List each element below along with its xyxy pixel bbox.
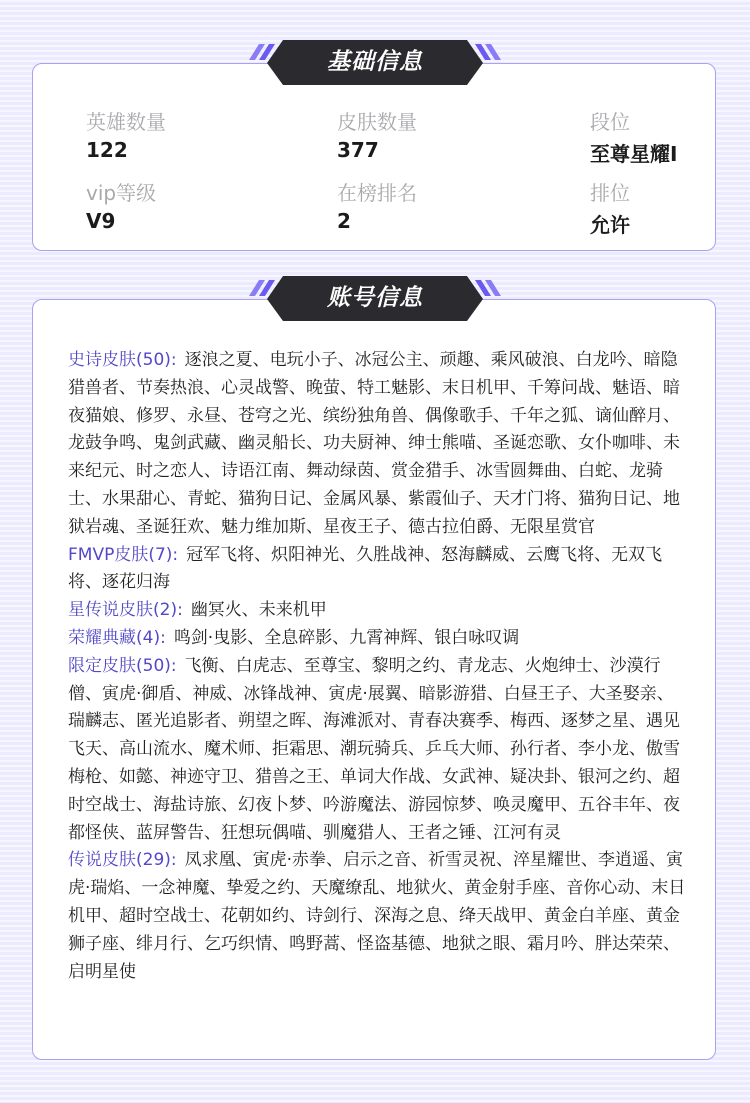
category-label: FMVP皮肤(7): [68, 544, 179, 565]
skin-category-list [68, 347, 690, 986]
leaderboard-rank-value: 2 [337, 209, 351, 233]
skin-count-label: 皮肤数量 [337, 110, 417, 134]
category-items: 逐浪之夏、电玩小子、冰冠公主、顽趣、乘风破浪、白龙吟、暗隐猎兽者、节奏热浪、心灵战警、晚萤、特工魅影、末日机甲、千筹问战、魅语、暗夜猫娘、修罗、永昼、苍穹之光、缤纷独角兽、偶像歌手、千年之狐、谪仙醉月、龙鼓争鸣、鬼剑武藏、幽灵船长、功夫厨神、绅士熊喵、圣诞恋歌、女仆咖啡、未来纪元、时之恋人、诗语江南、舞动绿茵、赏金猎手、冰雪圆舞曲、白蛇、龙骑士、水果甜心、青蛇、猫狗日记、金属风暴、紫霞仙子、天才门将、猫狗日记、地狱岩魂、圣诞狂欢、魅力维加斯、星夜王子、德古拉伯爵、无限星赏官 [68, 350, 680, 537]
category-items: 鸣剑·曳影、全息碎影、九霄神辉、银白咏叹调 [173, 627, 520, 648]
basic-info-title: 基础信息 [327, 49, 423, 75]
category-label: 限定皮肤(50): [68, 655, 177, 676]
skin-category-glory-collection [68, 625, 690, 653]
ranked-play-value: 允许 [590, 213, 630, 237]
category-label: 荣耀典藏(4): [68, 627, 166, 648]
account-info-title: 账号信息 [327, 285, 423, 311]
leaderboard-rank-label: 在榜排名 [337, 181, 417, 205]
vip-level-label: vip等级 [86, 181, 157, 205]
hero-count-value: 122 [86, 138, 128, 162]
skin-category-legend [68, 847, 690, 986]
basic-info-banner [245, 38, 505, 88]
ranked-play-label: 排位 [590, 181, 630, 205]
skin-category-limited [68, 653, 690, 848]
account-info-banner [245, 274, 505, 324]
hero-count-label: 英雄数量 [86, 110, 166, 134]
category-items: 冠军飞将、炽阳神光、久胜战神、怒海麟威、云鹰飞将、无双飞将、逐花归海 [68, 544, 663, 593]
basic-info-card [32, 63, 716, 251]
rank-tier-label: 段位 [590, 110, 630, 134]
vip-level-value: V9 [86, 209, 116, 233]
category-items: 凤求凰、寅虎·赤拳、启示之音、祈雪灵祝、淬星耀世、李逍遥、寅虎·瑞焰、一念神魔、挚爱之约、天魔缭乱、地狱火、黄金射手座、音你心动、末日机甲、超时空战士、花朝如约、诗剑行、深海之息、绛天战甲、黄金白羊座、黄金狮子座、绯月行、乞巧织情、鸣野蒿、怪盗基德、地狱之眼、霜月吟、胖达荣荣、启明星使 [68, 850, 686, 982]
category-label: 传说皮肤(29): [68, 850, 177, 871]
category-label: 史诗皮肤(50): [68, 350, 177, 370]
category-items: 飞衡、白虎志、至尊宝、黎明之约、青龙志、火炮绅士、沙漠行僧、寅虎·御盾、神威、冰锋战神、寅虎·展翼、暗影游猎、白昼王子、大圣娶亲、瑞麟志、匿光追影者、朔望之晖、海滩派对、青春决赛季、梅西、逐梦之星、遇见飞天、高山流水、魔术师、拒霜思、潮玩骑兵、乒乓大师、孙行者、李小龙、傲雪梅枪、如懿、神迹守卫、猎兽之王、单词大作战、女武神、疑决卦、银河之约、超时空战士、海盐诗旅、幻夜卜梦、吟游魔法、游园惊梦、唤灵魔甲、五谷丰年、夜都怪侠、蓝屏警告、狂想玩偶喵、驯魔猎人、王者之锤、江河有灵 [68, 655, 680, 843]
skin-category-epic [68, 347, 690, 542]
category-items: 幽冥火、未来机甲 [190, 600, 327, 621]
skin-count-value: 377 [337, 138, 379, 162]
skin-category-fmvp [68, 542, 690, 598]
skin-category-star-legend [68, 597, 690, 625]
rank-tier-value: 至尊星耀I [590, 142, 678, 166]
category-label: 星传说皮肤(2): [68, 600, 183, 621]
